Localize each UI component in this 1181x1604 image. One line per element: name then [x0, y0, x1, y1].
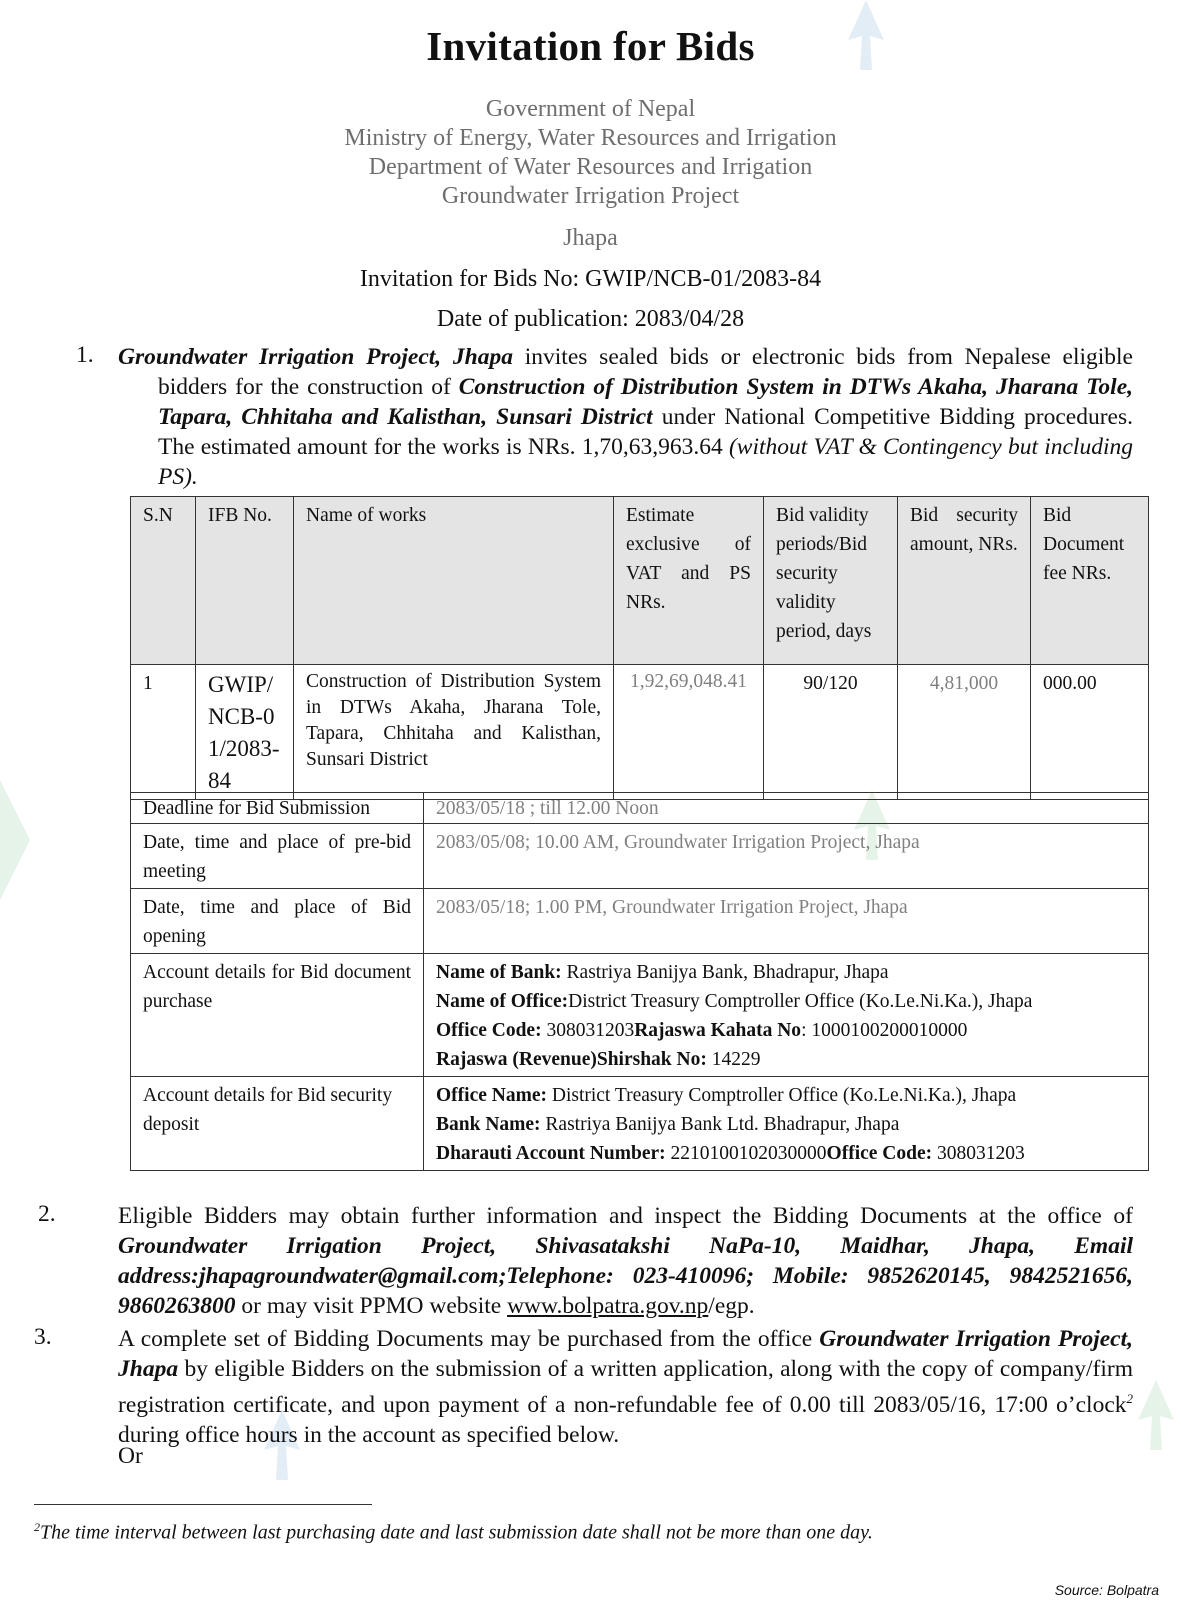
- table-row: [131, 954, 1149, 1077]
- project-name: Groundwater Irrigation Project, Jhapa: [118, 344, 513, 370]
- org-department: Department of Water Resources and Irrigation: [368, 154, 813, 180]
- cell-name: Construction of Distribution System in DTWs Akaha, Jharana Tole, Tapara, Chhitaha and Kalisthan, Sunsari District: [294, 665, 614, 800]
- deposit-label: Account details for Bid security deposit: [131, 1077, 424, 1171]
- office-name-key: Name of Office:: [436, 991, 569, 1012]
- ifb-number: Invitation for Bids No: GWIP/NCB-01/2083-84: [359, 266, 822, 292]
- rajaswa-account-value: : 1000100200010000: [801, 1020, 968, 1041]
- project-name: Groundwater Irrigation Project, Jhapa: [118, 1326, 1133, 1382]
- footnote: [34, 1520, 873, 1545]
- purchase-value: [424, 954, 1149, 1077]
- cell-validity: 90/120: [764, 665, 898, 800]
- source-label: Source: Bolpatra: [1054, 1582, 1159, 1598]
- watermark-arrow-icon: [0, 780, 30, 900]
- paragraph-text: /egp.: [708, 1293, 755, 1319]
- ppmo-website-link[interactable]: www.bolpatra.gov.np: [507, 1293, 709, 1319]
- cell-security: 4,81,000: [898, 665, 1031, 800]
- revenue-heading-key: Rajaswa (Revenue)Shirshak No:: [436, 1049, 707, 1070]
- page-title: Invitation for Bids: [426, 23, 755, 69]
- rajaswa-account-key: Rajaswa Kahata No: [634, 1020, 802, 1041]
- header-ifb: IFB No.: [196, 497, 294, 665]
- paragraph-number: 2.: [38, 1201, 56, 1227]
- purchase-label: Account details for Bid document purchase: [131, 954, 424, 1077]
- deposit-account-key: Dharauti Account Number:: [436, 1143, 666, 1164]
- paragraph-text: invites sealed bids or electronic bids from Nepalese eligible bidders for the construction of: [158, 344, 1133, 400]
- footnote-ref: 2: [1126, 1391, 1133, 1406]
- paragraph-number: 1.: [76, 342, 94, 368]
- table-row: [131, 665, 1149, 800]
- deposit-bank-key: Bank Name:: [436, 1114, 541, 1135]
- footnote-mark: 2: [34, 1520, 40, 1534]
- bid-details-table: [130, 792, 1149, 1171]
- org-ministry: Ministry of Energy, Water Resources and Irrigation: [344, 125, 837, 151]
- paragraph-1: [118, 342, 1133, 492]
- paragraph-text: or may visit PPMO website: [235, 1293, 508, 1319]
- deadline-value: 2083/05/18 ; till 12.00 Noon: [424, 793, 1149, 824]
- publication-date: Date of publication: 2083/04/28: [436, 306, 745, 332]
- paragraph-text: under National Competitive Bidding procedures. The estimated amount for the works is NRs. 1,70,63,963.64: [158, 404, 1133, 460]
- prebid-value: 2083/05/08; 10.00 AM, Groundwater Irrigation Project, Jhapa: [424, 824, 1149, 889]
- paragraph-2: [118, 1201, 1133, 1321]
- deadline-label: Deadline for Bid Submission: [131, 793, 424, 824]
- header-sn: S.N: [131, 497, 196, 665]
- bank-name-value: Rastriya Banijya Bank, Bhadrapur, Jhapa: [561, 962, 889, 983]
- deposit-office-value: District Treasury Comptroller Office (Ko.Le.Ni.Ka.), Jhapa: [546, 1085, 1017, 1106]
- paragraph-text: during office hours in the account as specified below.: [118, 1421, 620, 1448]
- paragraph-text: by eligible Bidders on the submission of a written application, along with the copy of company/firm registration certificate, and upon payment of a non-refundable fee of 0.00 till 2083/05/16, 17:00 o’clock: [118, 1356, 1133, 1418]
- header-security: Bid security amount, NRs.: [898, 497, 1031, 665]
- header-name: Name of works: [294, 497, 614, 665]
- header-estimate: Estimate exclusive of VAT and PS NRs.: [614, 497, 764, 665]
- watermark-arrow-icon: [1136, 1380, 1176, 1450]
- deposit-account-value: 2210100102030000: [665, 1143, 827, 1164]
- deposit-code-value: 308031203: [932, 1143, 1025, 1164]
- cell-estimate: 1,92,69,048.41: [614, 665, 764, 800]
- paragraph-text: A complete set of Bidding Documents may be purchased from the office: [118, 1326, 820, 1352]
- paragraph-note: (without VAT & Contingency but including PS).: [158, 434, 1133, 490]
- footnote-text: The time interval between last purchasing date and last submission date shall not be more than one day.: [40, 1521, 873, 1544]
- bid-table: [130, 496, 1149, 800]
- bank-name-key: Name of Bank:: [436, 962, 562, 983]
- office-name-value: District Treasury Comptroller Office (Ko.Le.Ni.Ka.), Jhapa: [568, 991, 1033, 1012]
- cell-sn: 1: [131, 665, 196, 800]
- cell-ifb: GWIP/ NCB-01/2083-84: [196, 665, 294, 800]
- paragraph-number: 3.: [34, 1324, 52, 1350]
- table-row: [131, 1077, 1149, 1171]
- paragraph-text: Eligible Bidders may obtain further information and inspect the Bidding Documents at the office of: [118, 1203, 1133, 1229]
- deposit-office-key: Office Name:: [436, 1085, 547, 1106]
- office-code-value: 308031203: [541, 1020, 635, 1041]
- table-row: [131, 824, 1149, 889]
- header-fee: Bid Document fee NRs.: [1031, 497, 1149, 665]
- org-location: Jhapa: [563, 225, 618, 251]
- opening-value: 2083/05/18; 1.00 PM, Groundwater Irrigation Project, Jhapa: [424, 889, 1149, 954]
- deposit-code-key: Office Code:: [826, 1143, 933, 1164]
- header-validity: Bid validity periods/Bid security validity period, days: [764, 497, 898, 665]
- office-code-key: Office Code:: [436, 1020, 542, 1041]
- table-header-row: [131, 497, 1149, 665]
- cell-fee: 000.00: [1031, 665, 1149, 800]
- table-row: [131, 889, 1149, 954]
- contact-details: Groundwater Irrigation Project, Shivasatakshi NaPa-10, Maidhar, Jhapa, Email address:jhapagroundwater@gmail.com;Telephone: 023-410096; Mobile: 9852620145, 9842521656, 9860263800: [118, 1233, 1133, 1319]
- revenue-heading-value: 14229: [706, 1049, 761, 1070]
- works-name: Construction of Distribution System in DTWs Akaha, Jharana Tole, Tapara, Chhitaha and Kalisthan, Sunsari District: [158, 374, 1133, 430]
- org-government: Government of Nepal: [485, 96, 696, 122]
- deposit-bank-value: Rastriya Banijya Bank Ltd. Bhadrapur, Jhapa: [540, 1114, 900, 1135]
- table-row: [131, 793, 1149, 824]
- org-project: Groundwater Irrigation Project: [441, 183, 740, 209]
- or-text: Or: [118, 1443, 143, 1469]
- paragraph-3: [118, 1324, 1133, 1450]
- footnote-divider: [34, 1504, 372, 1505]
- opening-label: Date, time and place of Bid opening: [131, 889, 424, 954]
- deposit-value: [424, 1077, 1149, 1171]
- prebid-label: Date, time and place of pre-bid meeting: [131, 824, 424, 889]
